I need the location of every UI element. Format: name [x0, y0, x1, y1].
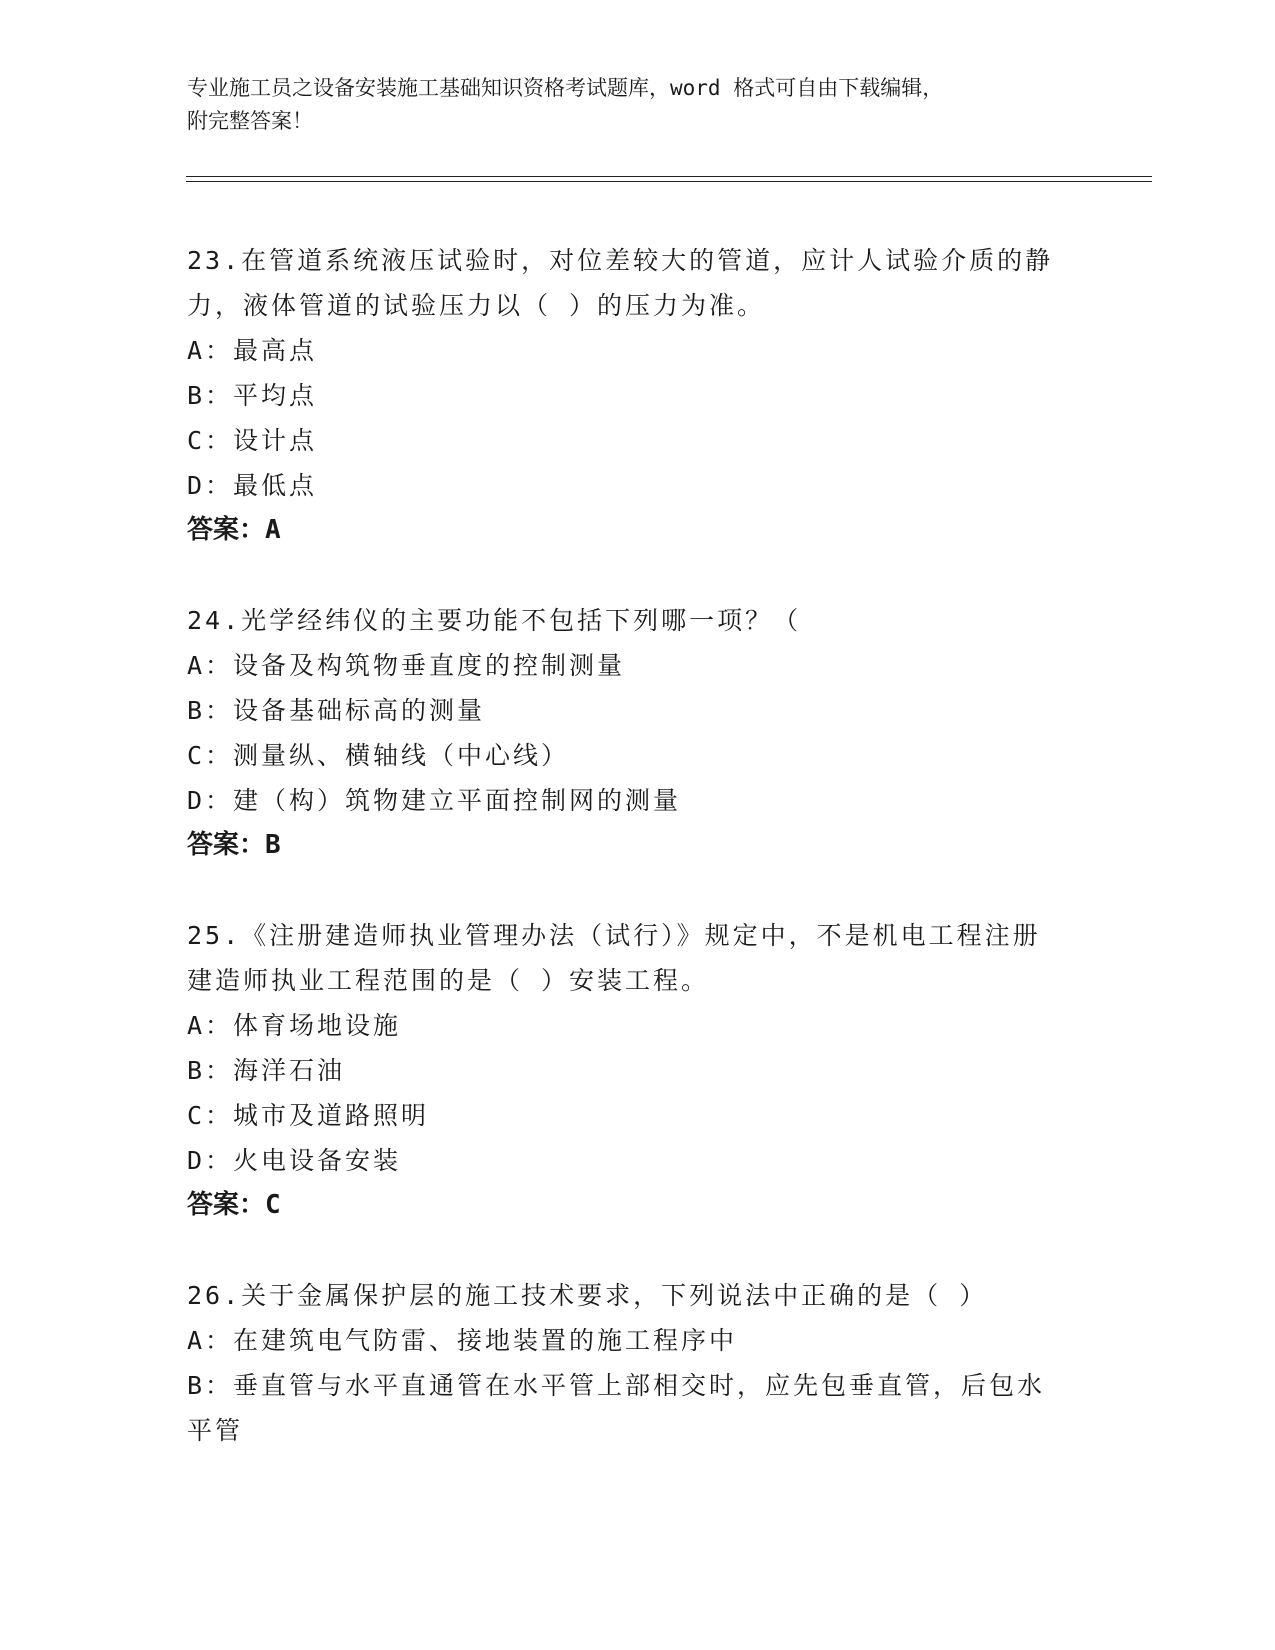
answer-line: 答案：C: [187, 1190, 281, 1220]
answer-line: 答案：B: [187, 830, 281, 860]
question-stem-line: 24.光学经纬仪的主要功能不包括下列哪一项？（: [187, 606, 802, 635]
option-a: A：在建筑电气防雷、接地装置的施工程序中: [187, 1326, 738, 1355]
option-b: B：平均点: [187, 381, 318, 410]
option-d: D：最低点: [187, 471, 318, 500]
option-a: A：设备及构筑物垂直度的控制测量: [187, 651, 626, 680]
option-b: B：设备基础标高的测量: [187, 696, 486, 725]
answer-line: 答案：A: [187, 515, 281, 545]
header-divider-top: [186, 176, 1152, 177]
question-26: [187, 1273, 1087, 1453]
question-stem-line: 23.在管道系统液压试验时，对位差较大的管道，应计人试验介质的静: [187, 246, 1054, 275]
header-line-2: 附完整答案！: [187, 109, 313, 133]
question-list: [187, 238, 1087, 1453]
option-d: D：火电设备安装: [187, 1146, 402, 1175]
option-b-continued: 平管: [187, 1416, 244, 1445]
option-c: C：城市及道路照明: [187, 1101, 430, 1130]
question-stem-line: 建造师执业工程范围的是（ ）安装工程。: [187, 966, 710, 995]
question-stem-line: 26.关于金属保护层的施工技术要求，下列说法中正确的是（ ）: [187, 1281, 988, 1310]
option-b: B：垂直管与水平直通管在水平管上部相交时，应先包垂直管，后包水: [187, 1371, 1046, 1400]
question-stem-line: 力，液体管道的试验压力以（ ）的压力为准。: [187, 291, 766, 320]
option-c: C：测量纵、横轴线（中心线）: [187, 741, 570, 770]
question-stem-line: 25.《注册建造师执业管理办法（试行）》规定中，不是机电工程注册: [187, 921, 1041, 950]
header-divider-bottom: [186, 181, 1152, 182]
option-a: A：体育场地设施: [187, 1011, 402, 1040]
question-24: [187, 598, 1087, 868]
option-a: A：最高点: [187, 336, 318, 365]
option-b: B：海洋石油: [187, 1056, 346, 1085]
question-25: [187, 913, 1087, 1228]
option-d: D：建（构）筑物建立平面控制网的测量: [187, 786, 682, 815]
option-c: C：设计点: [187, 426, 318, 455]
header-line-1: 专业施工员之设备安装施工基础知识资格考试题库，word 格式可自由下载编辑，: [187, 76, 944, 100]
question-23: [187, 238, 1087, 553]
document-header: [187, 72, 1087, 138]
